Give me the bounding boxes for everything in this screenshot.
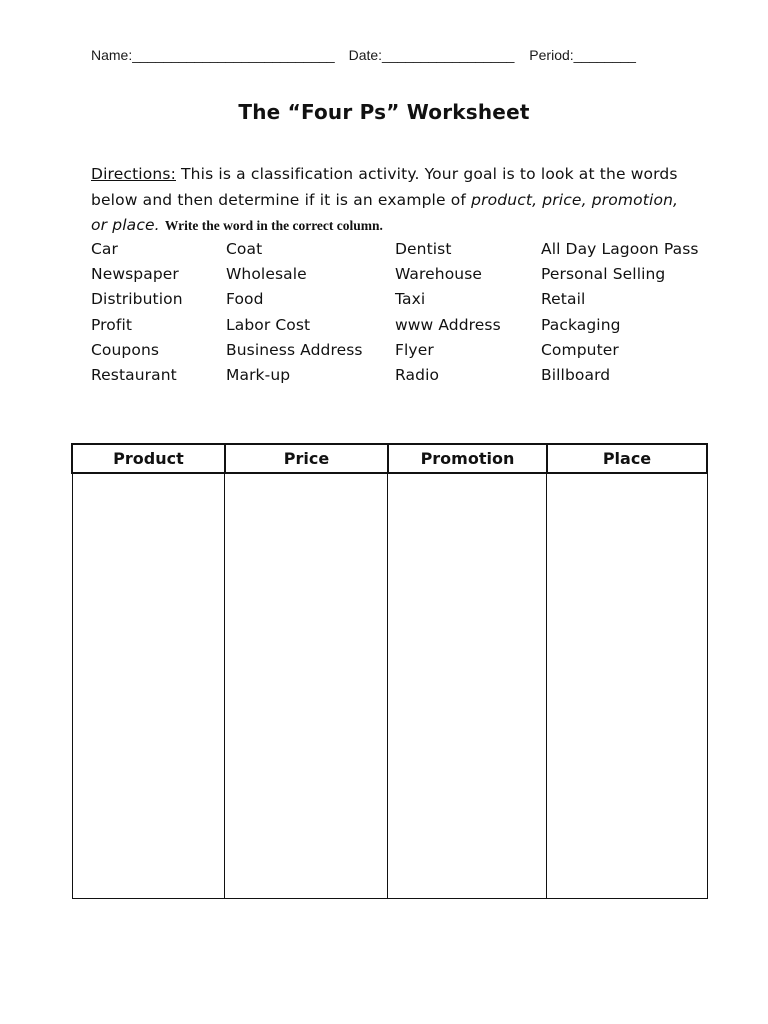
word-item: Warehouse [395, 265, 483, 284]
student-info-header [91, 47, 636, 63]
word-item: Coupons [91, 340, 160, 359]
table-row [72, 473, 707, 899]
word-item: Coat [226, 240, 263, 258]
directions-note: Write the word in the correct column. [164, 218, 383, 233]
word-item: Radio [395, 365, 440, 384]
word-item: Wholesale [226, 265, 307, 284]
word-item: Profit [91, 315, 133, 334]
product-answer-cell[interactable] [72, 473, 225, 899]
word-item: Business Address [226, 340, 363, 359]
worksheet-title: The “Four Ps” Worksheet [238, 100, 530, 124]
promotion-answer-cell[interactable] [388, 473, 547, 899]
word-item: Newspaper [91, 265, 179, 284]
directions-categories: product, price, promotion, or place. [91, 190, 679, 234]
word-item: www Address [395, 315, 501, 334]
word-item: Taxi [395, 290, 426, 309]
column-header-price: Price [225, 444, 388, 473]
place-answer-cell[interactable] [547, 473, 707, 899]
word-item: Billboard [541, 365, 611, 384]
word-item: Distribution [91, 290, 183, 309]
word-item: Personal Selling [541, 265, 666, 284]
classification-table [71, 443, 708, 899]
directions-paragraph [91, 162, 691, 239]
directions-text: This is a classification activity. Your goal is to look at the words below and then determine if it is an example of [91, 165, 678, 209]
directions-label: Directions: [91, 165, 176, 183]
column-header-product: Product [72, 444, 225, 473]
column-header-place: Place [547, 444, 707, 473]
column-header-promotion: Promotion [388, 444, 547, 473]
word-item: All Day Lagoon Pass [541, 240, 699, 258]
price-answer-cell[interactable] [225, 473, 388, 899]
word-item: Mark-up [226, 365, 291, 384]
word-item: Labor Cost [226, 315, 311, 334]
word-item: Dentist [395, 240, 452, 258]
word-item: Computer [541, 340, 619, 359]
word-item: Packaging [541, 315, 621, 334]
word-item: Food [226, 290, 264, 309]
date-field[interactable]: Date:_________________ [348, 47, 515, 63]
word-item: Restaurant [91, 365, 177, 384]
table-header-row [72, 444, 707, 473]
word-item: Flyer [395, 340, 434, 359]
word-item: Car [91, 240, 118, 258]
name-field[interactable]: Name:__________________________ [91, 47, 335, 63]
period-field[interactable]: Period:________ [529, 47, 636, 63]
word-item: Retail [541, 290, 586, 309]
